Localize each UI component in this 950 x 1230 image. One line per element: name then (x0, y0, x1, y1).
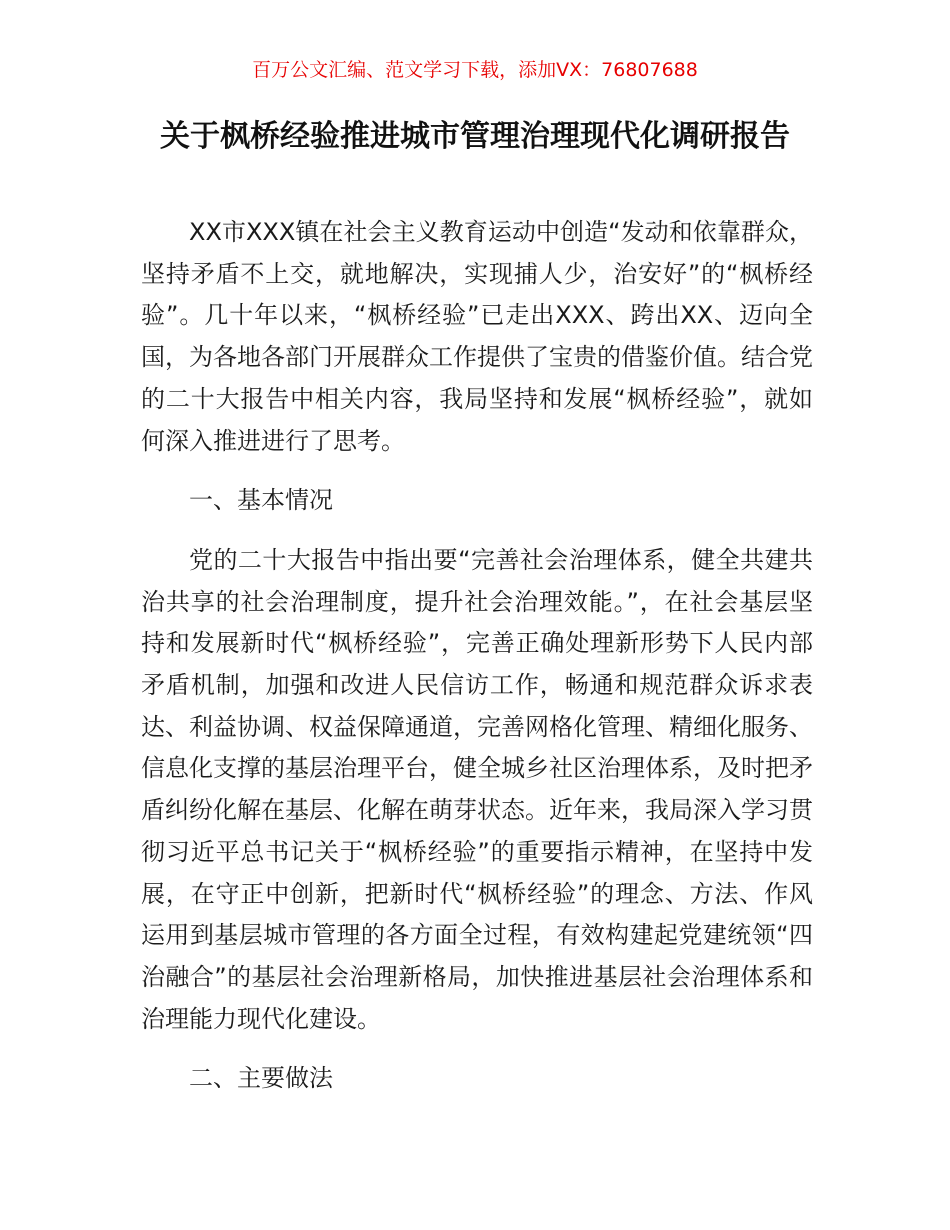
watermark-banner: 百万公文汇编、范文学习下载，添加VX：76807688 (252, 59, 698, 81)
basic-situation-paragraph: 党的二十大报告中指出要“完善社会治理体系，健全共建共治共享的社会治理制度，提升社会治理效能。”，在社会基层坚持和发展新时代“枫桥经验”，完善正确处理新形势下人民内部矛盾机制，加强和改进人民信访工作，畅通和规范群众诉求表达、利益协调、权益保障通道，完善网格化管理、精细化服务、信息化支撑的基层治理平台，健全城乡社区治理体系，及时把矛盾纠纷化解在基层、化解在萌芽状态。近年来，我局深入学习贯彻习近平总书记关于“枫桥经验”的重要指示精神，在坚持中发展，在守正中创新，把新时代“枫桥经验”的理念、方法、作风运用到基层城市管理的各方面全过程，有效构建起党建统领“四治融合”的基层社会治理新格局，加快推进基层社会治理体系和治理能力现代化建设。 (141, 545, 813, 1033)
document-body (141, 212, 813, 1118)
section-heading-main-practices: 二、主要做法 (189, 1064, 333, 1093)
intro-paragraph: XX市XXX镇在社会主义教育运动中创造“发动和依靠群众，坚持矛盾不上交，就地解决，实现捕人少，治安好”的“枫桥经验”。几十年以来，“枫桥经验”已走出XXX、跨出XX、迈向全国，为各地各部门开展群众工作提供了宝贵的借鉴价值。结合党的二十大报告中相关内容，我局坚持和发展“枫桥经验”，就如何深入推进进行了思考。 (141, 218, 813, 455)
document-title: 关于枫桥经验推进城市管理治理现代化调研报告 (160, 119, 790, 154)
section-heading-basic-situation: 一、基本情况 (189, 486, 333, 515)
